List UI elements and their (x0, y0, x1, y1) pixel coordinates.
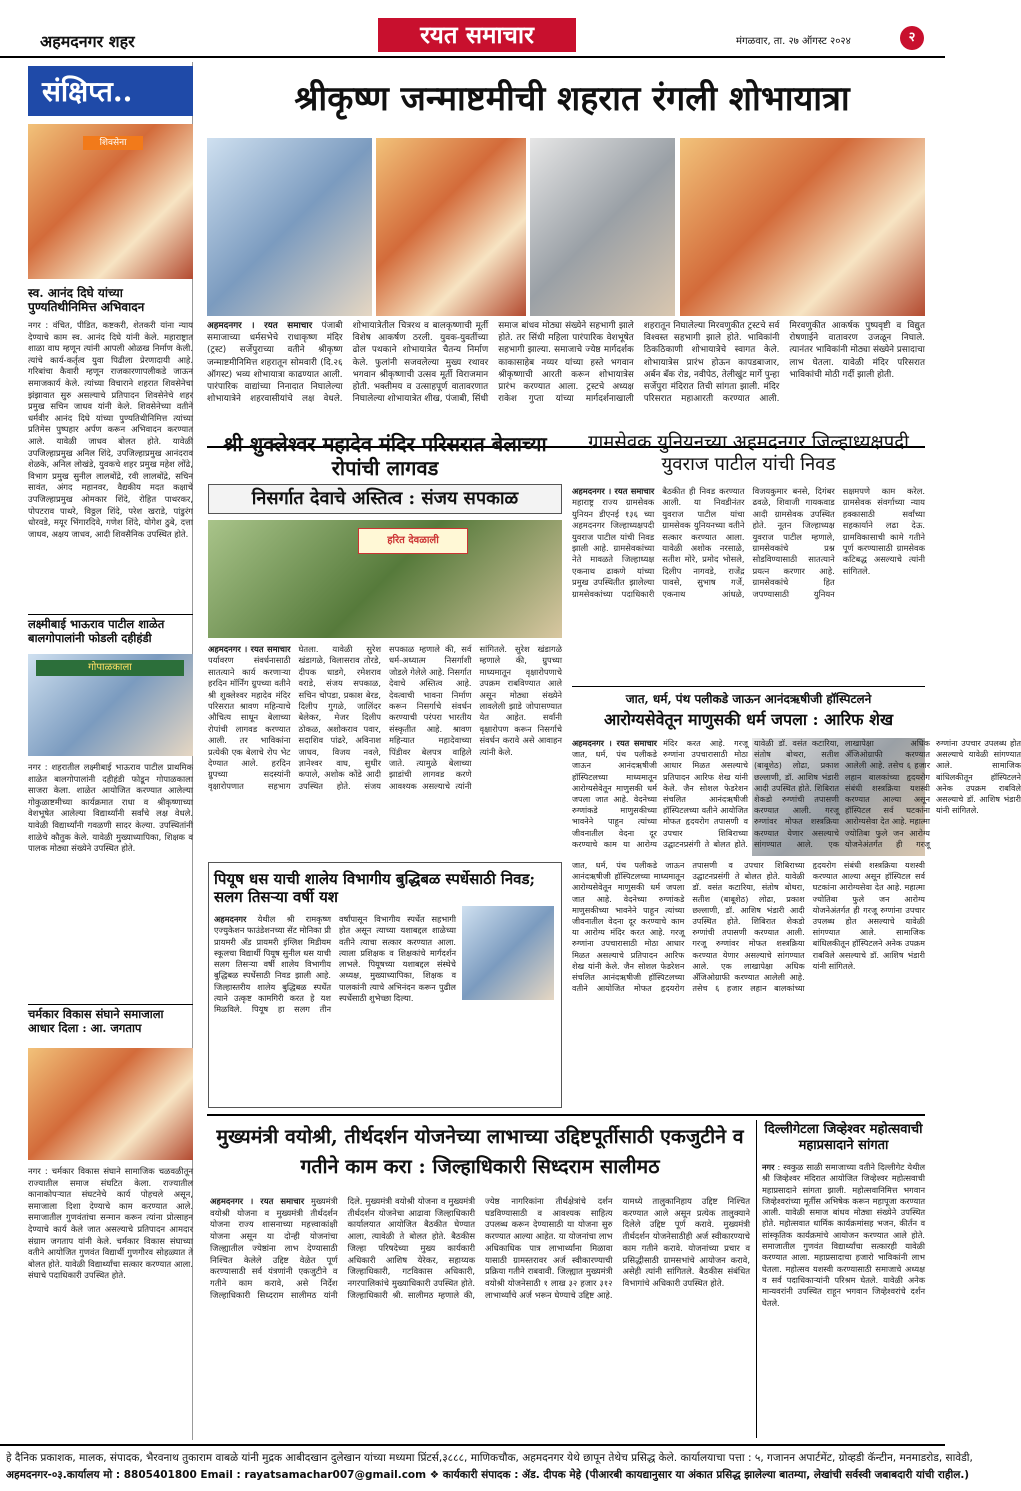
issue-date: मंगळवार, ता. २७ ऑगस्ट २०२४ (736, 36, 851, 47)
dahihandi-photo (28, 654, 193, 756)
page-number: २ (900, 26, 924, 50)
lead-body-text: पंजाबी समाजाच्या धर्मसभेचे राधाकृष्ण मंदिर (ट्रस्ट) सर्जेपुराच्या वतीने श्रीकृष्ण जन्माष्टमीनिमित्त शहरातून सोमवारी (दि.२६ ऑगस्ट) भव्य शोभायात्रा काढण्यात आली. पारंपारिक वाद्यांच्या निनादात निघालेल्या शोभायात्रेने शहरवासीयांचे लक्ष वेधले. शोभायात्रेतील चित्ररथ व बालकृष्णाची मूर्ती विशेष आकर्षण ठरली. युवक-युवतींच्या ढोल पथकाने शोभायात्रेत चैतन्य निर्माण केले. फुलांनी सजवलेल्या मुख्य रथावर भगवान श्रीकृष्णाची उत्सव मूर्ती विराजमान होती. भक्तीमय व उत्साहपूर्ण वातावरणात निघालेल्या शोभायात्रेत शीख, पंजाबी, सिंधी समाज बांधव मोठ्या संख्येने सहभागी झाले होते. तर सिंधी महिला पारंपारिक वेशभूषेत सहभागी झाल्या. समाजाचे ज्येष्ठ मार्गदर्शक काकासाहेब नय्यर यांच्या हस्ते भगवान श्रीकृष्णाची आरती करून शोभायात्रेस प्रारंभ करण्यात आला. ट्रस्टचे अध्यक्ष राकेश गुप्ता यांच्या मार्गदर्शनाखाली शहरातून निघालेल्या मिरवणुकीत ट्रस्टचे सर्व विश्वस्त सहभागी झाले होते. भाविकांनी ठिकठिकाणी शोभायात्रेचे स्वागत केले. शोभायात्रेस प्रारंभ होऊन कापडबाजार, अर्बन बँक रोड, नवीपेठ, तेलीखुंट मार्गे पुन्हा सर्जेपुरा मंदिरात तिची सांगता झाली. मंदिर परिसरात महाआरती करण्यात आली. मिरवणुकीत आकर्षक पुष्पवृष्टी व विद्युत रोषणाईने वातावरण उजळून निघाले. त्यानंतर भाविकांनी मोठ्या संख्येने प्रसादाचा लाभ घेतला. यावेळी मंदिर परिसरात भाविकांची मोठी गर्दी झाली होती. (207, 321, 925, 405)
lead-headline: श्रीकृष्ण जन्माष्टमीची शहरात रंगली शोभायात्रा (294, 79, 850, 119)
left-column (28, 62, 193, 1440)
byline: अहमदनगर (214, 914, 247, 924)
byline: अहमदनगर । रयत समाचार (208, 644, 291, 654)
felicitation-photo (28, 1048, 193, 1160)
story-body (214, 914, 456, 1104)
photo-banner: गोपाळकाला (36, 660, 184, 676)
lead-body (207, 320, 925, 442)
imprint-line1: हे दैनिक प्रकाशक, मालक, संपादक, भैरवनाथ तुकाराम वाबळे यांनी मुद्रक आबीदखान दुलेखान यांच्या मध्यमा प्रिंटर्स,३८८८, माणिकचौक, अहमदनगर येथे छापून तेथेच प्रसिद्ध केले. कार्यालयाचा पत्ता : ५, गजानन अपार्टमेंट, ग्रोव्हडी कॅन्टीन, मनमाडरोड, सावेडी, (6, 1452, 973, 1464)
story-body-text: महाराष्ट्र राज्य ग्रामसेवक युनियन डीएनई १३६ च्या अहमदनगर जिल्हाध्यक्षपदी युवराज पाटील यांची निवड झाली आहे. ग्रामसेवकांच्या नेते मावळते जिल्हाध्यक्ष एकनाथ ढाकणे यांच्या प्रमुख उपस्थितीत झालेल्या ग्रामसेवकांच्या पदाधिकारी बैठकीत ही निवड करण्यात आली. या निवडीनंतर युवराज पाटील यांचा ग्रामसेवक युनियनच्या वतीने सत्कार करण्यात आला. यावेळी अशोक नरसाळे, सतीश मोरे, प्रमोद भोसले, दिलीप नागवडे, राजेंद्र पावसे, सुभाष गर्जे, एकनाथ आंधळे, विजयकुमार बनसे, दिगंबर ढवळे, शिवाजी गायकवाड आदी ग्रामसेवक उपस्थित होते. नूतन जिल्हाध्यक्ष युवराज पाटील म्हणाले, ग्रामसेवकांचे प्रश्न सोडविण्यासाठी सातत्याने प्रयत्न करणार आहे. ग्रामसेवकांचे हित जपण्यासाठी युनियन सक्षमपणे काम करेल. ग्रामसेवक संवर्गाच्या न्याय हक्कासाठी सर्वांच्या सहकार्याने लढा देऊ. ग्रामविकासाची कामे गतीने पूर्ण करण्यासाठी ग्रामसेवक कटिबद्ध असल्याचे त्यांनी सांगितले. (572, 486, 925, 599)
tree-plantation-photo (208, 520, 562, 638)
brief-banner: संक्षिप्त.. (28, 66, 193, 116)
story-body-text: येथील श्री रामकृष्ण एज्युकेशन फाउंडेशनच्या सेंट मोनिका प्री प्रायमरी अँड प्रायमरी इंग्लिश मिडीयम स्कूलचा विद्यार्थी पियूष सुनील धस याची सलग तिसऱ्या वर्षी शालेय विभागीय बुद्धिबळ स्पर्धेसाठी निवड झाली आहे. जिल्हास्तरीय शालेय बुद्धिबळ स्पर्धेत त्याने उत्कृष्ट कामगिरी करत हे यश मिळविले. पियूष हा सलग तीन वर्षांपासून विभागीय स्पर्धेत सहभागी होत असून त्याच्या यशाबद्दल शाळेच्या वतीने त्याचा सत्कार करण्यात आला. त्याला प्रशिक्षक व शिक्षकांचे मार्गदर्शन लाभले. पियूषच्या यशाबद्दल संस्थेचे अध्यक्ष, मुख्याध्यापिका, शिक्षक व पालकांनी त्याचे अभिनंदन करून पुढील स्पर्धेसाठी शुभेच्छा दिल्या. (214, 914, 456, 1015)
story-body-text: पर्यावरण संवर्धनासाठी सातत्याने कार्य करणाऱ्या हरदिन मॉर्निंग ग्रुपच्या वतीने श्री शुक्लेश्वर महादेव मंदिर परिसरात श्रावण महिन्याचे औचित्य साधून बेलाच्या रोपांची लागवड करण्यात आली. तर भाविकांना प्रत्येकी एक बेलाचे रोप भेट देण्यात आले. हरदिन ग्रुपच्या सदस्यांनी वृक्षारोपणात सहभाग घेतला. यावेळी सुरेश खंडागळे, विलासराव तोरडे, दीपक धाडगे, रमेशराव वराडे, संजय सपकाळ, सचिन चोपडा, प्रकाश बेरड, दिलीप गुगळे, जालिंदर बेलेकर, मेजर दिलीप ठोकळ, अशोकराव पवार, सदाशिव पांढरे, अविनाश जाधव, विजय नवले, ज्ञानेश्वर वाघ, सुधीर कपाले, अशोक कोंडे आदी उपस्थित होते. संजय सपकाळ म्हणाले की, सर्व धर्म-अध्यात्म निसर्गाशी जोडले गेलेले आहे. निसर्गात देवाचे अस्तित्व आहे. देवत्वाची भावना निर्माण करून निसर्गाचे संवर्धन करण्याची परंपरा भारतीय संस्कृतीत आहे. श्रावण महिन्यात महादेवाच्या पिंडीवर बेलपत्र वाहिले जाते. त्यामुळे बेलाच्या झाडांची लागवड करणे आवश्यक असल्याचे त्यांनी सांगितले. सुरेश खंडागळे म्हणाले की, ग्रुपच्या माध्यमातून वृक्षारोपणाचे उपक्रम राबविण्यात आले असून मोठ्या संख्येने लावलेली झाडे जोपासण्यात येत आहेत. सर्वांनी वृक्षारोपण करून निसर्गाचे संवर्धन करावे असे आवाहन त्यांनी केले. (208, 644, 562, 791)
story-body-text: जात, धर्म, पंथ पलीकडे जाऊन आनंदऋषीजी हॉस्पिटलच्या माध्यमातून आरोग्यसेवेतून माणुसकी धर्म जपला जात आहे. वेदनेच्या रुग्णांकडे माणुसकीच्या भावनेने पाहून त्यांच्या जीवनातील वेदना दूर करण्याचे काम या आरोग्य मंदिर करत आहे. गरजू रुग्णांना उपचारासाठी मोठा आधार मिळत असल्याचे प्रतिपादन आरिफ शेख यांनी केले. जैन सोशल फेडरेशन संचलित आनंदऋषीजी हॉस्पिटलच्या वतीने आयोजित मोफत हृदयरोग तपासणी व उपचार शिबिराच्या उद्घाटनप्रसंगी ते बोलत होते. यावेळी डॉ. वसंत कटारिया, संतोष बोथरा, सतीश (बाबूशेठ) लोढा, प्रकाश छल्लाणी, डॉ. आशिष भंडारी आदी उपस्थित होते. शिबिरात शेकडो रुग्णांची तपासणी करण्यात आली. गरजू रुग्णांवर मोफत शस्त्रक्रिया करण्यात येणार असल्याचे सांगण्यात आले. एक लाखापेक्षा अधिक अँजिओग्राफी करण्यात आलेली आहे. तसेच ६ हजार लहान बालकांच्या हृदयरोग संबंधी शस्त्रक्रिया यशस्वी करण्यात आल्या असून हॉस्पिटल सर्व घटकांना आरोग्यसेवा देत आहे. महात्मा ज्योतिबा फुले जन आरोग्य योजनेअंतर्गत ही गरजू रुग्णांना उपचार उपलब्ध होत असल्याचे यावेळी सांगण्यात आले. सामाजिक बांधिलकीतून हॉस्पिटलने अनेक उपक्रम राबविले असल्याचे डॉ. आशिष भंडारी यांनी सांगितले. (572, 738, 1021, 849)
story-title: पियूष धस याची शालेय विभागीय बुद्धिबळ स्पर्धेसाठी निवड; सलग तिसऱ्या वर्षी यश (214, 870, 536, 906)
story-body: नगर : स्वकुळ साळी समाजाच्या वतीने दिल्लीगेट येथील श्री जिव्हेश्वर मंदिरात आयोजित जिव्हेश्वर महोत्सवाची महाप्रसादाने सांगता झाली. महोत्सवानिमित्त भगवान जिव्हेश्वरांच्या मूर्तीस अभिषेक करून महापूजा करण्यात आली. यावेळी समाज बांधव मोठ्या संख्येने उपस्थित होते. महोत्सवात धार्मिक कार्यक्रमांसह भजन, कीर्तन व सांस्कृतिक कार्यक्रमांचे आयोजन करण्यात आले होते. समाजातील गुणवंत विद्यार्थ्यांचा सत्कारही यावेळी करण्यात आला. महाप्रसादाचा हजारो भाविकांनी लाभ घेतला. महोत्सव यशस्वी करण्यासाठी समाजाचे अध्यक्ष व सर्व पदाधिकाऱ्यांनी परिश्रम घेतले. यावेळी अनेक मान्यवरांनी उपस्थित राहून भगवान जिव्हेश्वरांचे दर्शन घेतले. (762, 1162, 925, 1308)
byline: अहमदनगर । रयत समाचार (210, 1196, 305, 1206)
story-body: नगर : शहरातील लक्ष्मीबाई भाऊराव पाटील प्राथमिक शाळेत बालगोपालांनी दहीहंडी फोडून गोपाळकाला साजरा केला. शाळेत आयोजित करण्यात आलेल्या गोकुळाष्टमीच्या कार्यक्रमात राधा व श्रीकृष्णाच्या वेशभूषेत आलेल्या विद्यार्थ्यांनी सर्वांचे लक्ष वेधले. यावेळी विद्यार्थ्यांनी गवळणी सादर केल्या. उपस्थितांनी शाळेचे कौतुक केले. यावेळी मुख्याध्यापिका, शिक्षक व पालक मोठ्या संख्येने उपस्थित होते. (28, 762, 193, 854)
story-body (210, 1196, 750, 1436)
section-name: अहमदनगर शहर (40, 32, 135, 51)
story-subtitle: निसर्गात देवाचे अस्तित्व : संजय सपकाळ (208, 484, 562, 514)
story-body (572, 486, 925, 682)
story-title: मुख्यमंत्री वयोश्री, तीर्थदर्शन योजनेच्या लाभाच्या उद्दिष्टपूर्तीसाठी एकजुटीने व गतीने काम करा : जिल्हाधिकारी सिध्दराम सालीमठ (216, 1125, 744, 1179)
story-body (208, 644, 562, 824)
office-sign: शिवसेना (83, 136, 143, 150)
masthead (0, 0, 945, 58)
byline: अहमदनगर । रयत समाचार (572, 486, 655, 496)
story-body-text: स्वकुळ साळी समाजाच्या वतीने दिल्लीगेट येथील श्री जिव्हेश्वर मंदिरात आयोजित जिव्हेश्वर महोत्सवाची महाप्रसादाने सांगता झाली. महोत्सवानिमित्त भगवान जिव्हेश्वरांच्या मूर्तीस अभिषेक करून महापूजा करण्यात आली. यावेळी समाज बांधव मोठ्या संख्येने उपस्थित होते. महोत्सवात धार्मिक कार्यक्रमांसह भजन, कीर्तन व सांस्कृतिक कार्यक्रमांचे आयोजन करण्यात आले होते. समाजातील गुणवंत विद्यार्थ्यांचा सत्कारही यावेळी करण्यात आला. महाप्रसादाचा हजारो भाविकांनी लाभ घेतला. महोत्सव यशस्वी करण्यासाठी समाजाचे अध्यक्ष व सर्व पदाधिकाऱ्यांनी परिश्रम घेतले. यावेळी अनेक मान्यवरांनी उपस्थित राहून भगवान जिव्हेश्वरांचे दर्शन घेतले. (762, 1162, 925, 1308)
paper-logo: रयत समाचार (378, 18, 576, 52)
story-body-text: मुख्यमंत्री वयोश्री योजना व मुख्यमंत्री तीर्थदर्शन योजना राज्य शासनाच्या महत्त्वाकांक्षी योजना असून या दोन्ही योजनांचा जिल्ह्यातील ज्येष्ठांना लाभ देण्यासाठी निश्चित केलेले उद्दिष्ट वेळेत पूर्ण करण्यासाठी सर्व यंत्रणांनी एकजुटीने व गतीने काम करावे, असे निर्देश जिल्हाधिकारी सिध्दराम सालीमठ यांनी दिले. मुख्यमंत्री वयोश्री योजना व मुख्यमंत्री तीर्थदर्शन योजनेचा आढावा जिल्हाधिकारी कार्यालयात आयोजित बैठकीत घेण्यात आला, त्यावेळी ते बोलत होते. बैठकीस जिल्हा परिषदेच्या मुख्य कार्यकारी अधिकारी आशिष येरेकर, सहाय्यक जिल्हाधिकारी, गटविकास अधिकारी, नगरपालिकांचे मुख्याधिकारी उपस्थित होते. जिल्हाधिकारी श्री. सालीमठ म्हणाले की, ज्येष्ठ नागरिकांना तीर्थक्षेत्रांचे दर्शन घडविण्यासाठी व आवश्यक साहित्य उपलब्ध करून देण्यासाठी या योजना सुरु करण्यात आल्या आहेत. या योजनांचा लाभ अधिकाधिक पात्र लाभार्थ्यांना मिळावा यासाठी ग्रामस्तरावर अर्ज स्वीकारण्याची प्रक्रिया गतीने राबवावी. जिल्ह्यात मुख्यमंत्री वयोश्री योजनेसाठी १ लाख ३२ हजार ३१२ लाभार्थ्यांचे अर्ज भरून घेण्याचे उद्दिष्ट आहे. यामध्ये तालुकानिहाय उद्दिष्ट निश्चित करण्यात आले असून प्रत्येक तालुक्याने दिलेले उद्दिष्ट पूर्ण करावे. मुख्यमंत्री तीर्थदर्शन योजनेसाठीही अर्ज स्वीकारण्याचे काम गतीने करावे. योजनांच्या प्रचार व प्रसिद्धीसाठी ग्रामसभांचे आयोजन करावे, असेही त्यांनी सांगितले. बैठकीस संबंधित विभागांचे अधिकारी उपस्थित होते. (210, 1196, 750, 1300)
story-title: ग्रामसेवक युनियनच्या अहमदनगर जिल्हाध्यक्षपदी युवराज पाटील यांची निवड (588, 432, 909, 476)
chariot-photo (530, 138, 675, 316)
story-body: नगर : चर्मकार विकास संघाने सामाजिक चळवळीतून राज्यातील समाज संघटित केला. राज्यातील कानाकोपऱ्यात संघटनेचे कार्य पोहचले असून, समाजाला दिशा देण्याचे काम करण्यात आले. समाजातील गुणवंतांचा सन्मान करून त्यांना प्रोत्साहन देण्याचे कार्य केले जात असल्याचे प्रतिपादन आमदार संग्राम जगताप यांनी केले. चर्मकार विकास संघाच्या वतीने आयोजित गुणवंत विद्यार्थी गुणगौरव सोहळ्यात ते बोलत होते. यावेळी विद्यार्थ्यांचा सत्कार करण्यात आला. संघाचे पदाधिकारी उपस्थित होते. (28, 1166, 193, 1281)
byline: नगर (762, 1162, 775, 1172)
group-banner: हरित देवळाली (358, 528, 468, 554)
imprint-footer (0, 1444, 973, 1491)
imprint-line2: अहमदनगर-०३.कार्यालय मो : 8805401800 Email : rayatsamachar007@gmail.com ❖ कार्यकारी संपादक : ॲड. दीपक मेहे (पीआरबी कायद्यानुसार या अंकात प्रसिद्ध झालेल्या बातम्या, लेखांची सर्वस्वी जबाबदारी यांची राहील.) (6, 1469, 970, 1481)
shivsena-office-photo (28, 124, 193, 279)
story-title: दिल्लीगेटला जिव्हेश्वर महोत्सवाची महाप्रसादाने सांगता (764, 1122, 923, 1153)
story-kicker: जात, धर्म, पंथ पलीकडे जाऊन आनंदऋषीजी हॉस्पिटलने (625, 692, 872, 706)
story-body: नगर : वंचित, पीडित, कष्टकरी, शेतकरी यांना न्याय देण्याचे काम स्व. आनंद दिघे यांनी केले. महाराष्ट्रात शाळा वाघ म्हणून त्यांनी आपली ओळख निर्माण केली. त्यांचे कार्य-कर्तृत्व युवा पिढीला प्रेरणादायी आहे. गरिबांचा कैवारी म्हणून राजकारणापलीकडे जाऊन समाजकार्य केले. त्यांच्या विचाराने शहरात शिवसेनेचा झंझावात सुरु असल्याचे प्रतिपादन शिवसेनेचे शहर प्रमुख सचिन जाधव यांनी केले. शिवसेनेच्या वतीने धर्मवीर आनंद दिघे यांच्या पुण्यतिथीनिमित्त त्यांच्या प्रतिमेस पुष्पहार अर्पण करून अभिवादन करण्यात आले. यावेळी जाधव बोलत होते. यावेळी उपजिल्हाप्रमुख अनिल शिंदे, उपजिल्हाप्रमुख आनंदराव शेळके, अनिल लोखंडे, युवकचे शहर प्रमुख महेश लोंढे, विभाग प्रमुख सुनील लालबोंद्रे, रवी लालबोंद्रे, सचिन सावंत, अंगद महानवर, वैद्यकीय मदत कक्षाचे उपजिल्हाप्रमुख ओमकार शिंदे, रोहित पाथरकर, पोपटराव पाथरे, विठ्ठल शिंदे, परेश खराडे, पांडुरंग धोरवडे, मयूर भिंगारदिवे, गणेश शिंदे, योगेश ठुबे, दत्ता जाधव, अक्षय जाधव, आदी शिवसैनिक उपस्थित होते. (28, 320, 193, 539)
devotees-photo (680, 138, 925, 316)
story-body-intro (572, 738, 1021, 856)
story-title: स्व. आनंद दिघे यांच्या पुण्यतिथीनिमित्त अभिवादन (28, 286, 145, 315)
student-photo (462, 906, 554, 1000)
story-title: चर्मकार विकास संघाने समाजाला आधार दिला : आ. जगताप (28, 1007, 164, 1035)
story-title: श्री शुक्लेश्वर महादेव मंदिर परिसरात बेलाच्या रोपांची लागवड (223, 432, 547, 480)
story-title: लक्ष्मीबाई भाऊराव पाटील शाळेत बालगोपालांनी फोडली दहीहंडी (28, 617, 165, 645)
procession-photo (376, 138, 526, 316)
krishna-idol-photo (207, 138, 372, 316)
story-body: जात, धर्म, पंथ पलीकडे जाऊन आनंदऋषीजी हॉस्पिटलच्या माध्यमातून आरोग्यसेवेतून माणुसकी धर्म जपला जात आहे. वेदनेच्या रुग्णांकडे माणुसकीच्या भावनेने पाहून त्यांच्या जीवनातील वेदना दूर करण्याचे काम या आरोग्य मंदिर करत आहे. गरजू रुग्णांना उपचारासाठी मोठा आधार मिळत असल्याचे प्रतिपादन आरिफ शेख यांनी केले. जैन सोशल फेडरेशन संचलित आनंदऋषीजी हॉस्पिटलच्या वतीने आयोजित मोफत हृदयरोग तपासणी व उपचार शिबिराच्या उद्घाटनप्रसंगी ते बोलत होते. यावेळी डॉ. वसंत कटारिया, संतोष बोथरा, सतीश (बाबूशेठ) लोढा, प्रकाश छल्लाणी, डॉ. आशिष भंडारी आदी उपस्थित होते. शिबिरात शेकडो रुग्णांची तपासणी करण्यात आली. गरजू रुग्णांवर मोफत शस्त्रक्रिया करण्यात येणार असल्याचे सांगण्यात आले. एक लाखापेक्षा अधिक अँजिओग्राफी करण्यात आलेली आहे. तसेच ६ हजार लहान बालकांच्या हृदयरोग संबंधी शस्त्रक्रिया यशस्वी करण्यात आल्या असून हॉस्पिटल सर्व घटकांना आरोग्यसेवा देत आहे. महात्मा ज्योतिबा फुले जन आरोग्य योजनेअंतर्गत ही गरजू रुग्णांना उपचार उपलब्ध होत असल्याचे यावेळी सांगण्यात आले. सामाजिक बांधिलकीतून हॉस्पिटलने अनेक उपक्रम राबविले असल्याचे डॉ. आशिष भंडारी यांनी सांगितले. (572, 860, 925, 994)
byline: अहमदनगर । रयत समाचार (207, 321, 313, 331)
byline: अहमदनगर । रयत समाचार (572, 738, 657, 748)
story-title: आरोग्यसेवेतून माणुसकी धर्म जपला : आरिफ शेख (603, 710, 894, 729)
